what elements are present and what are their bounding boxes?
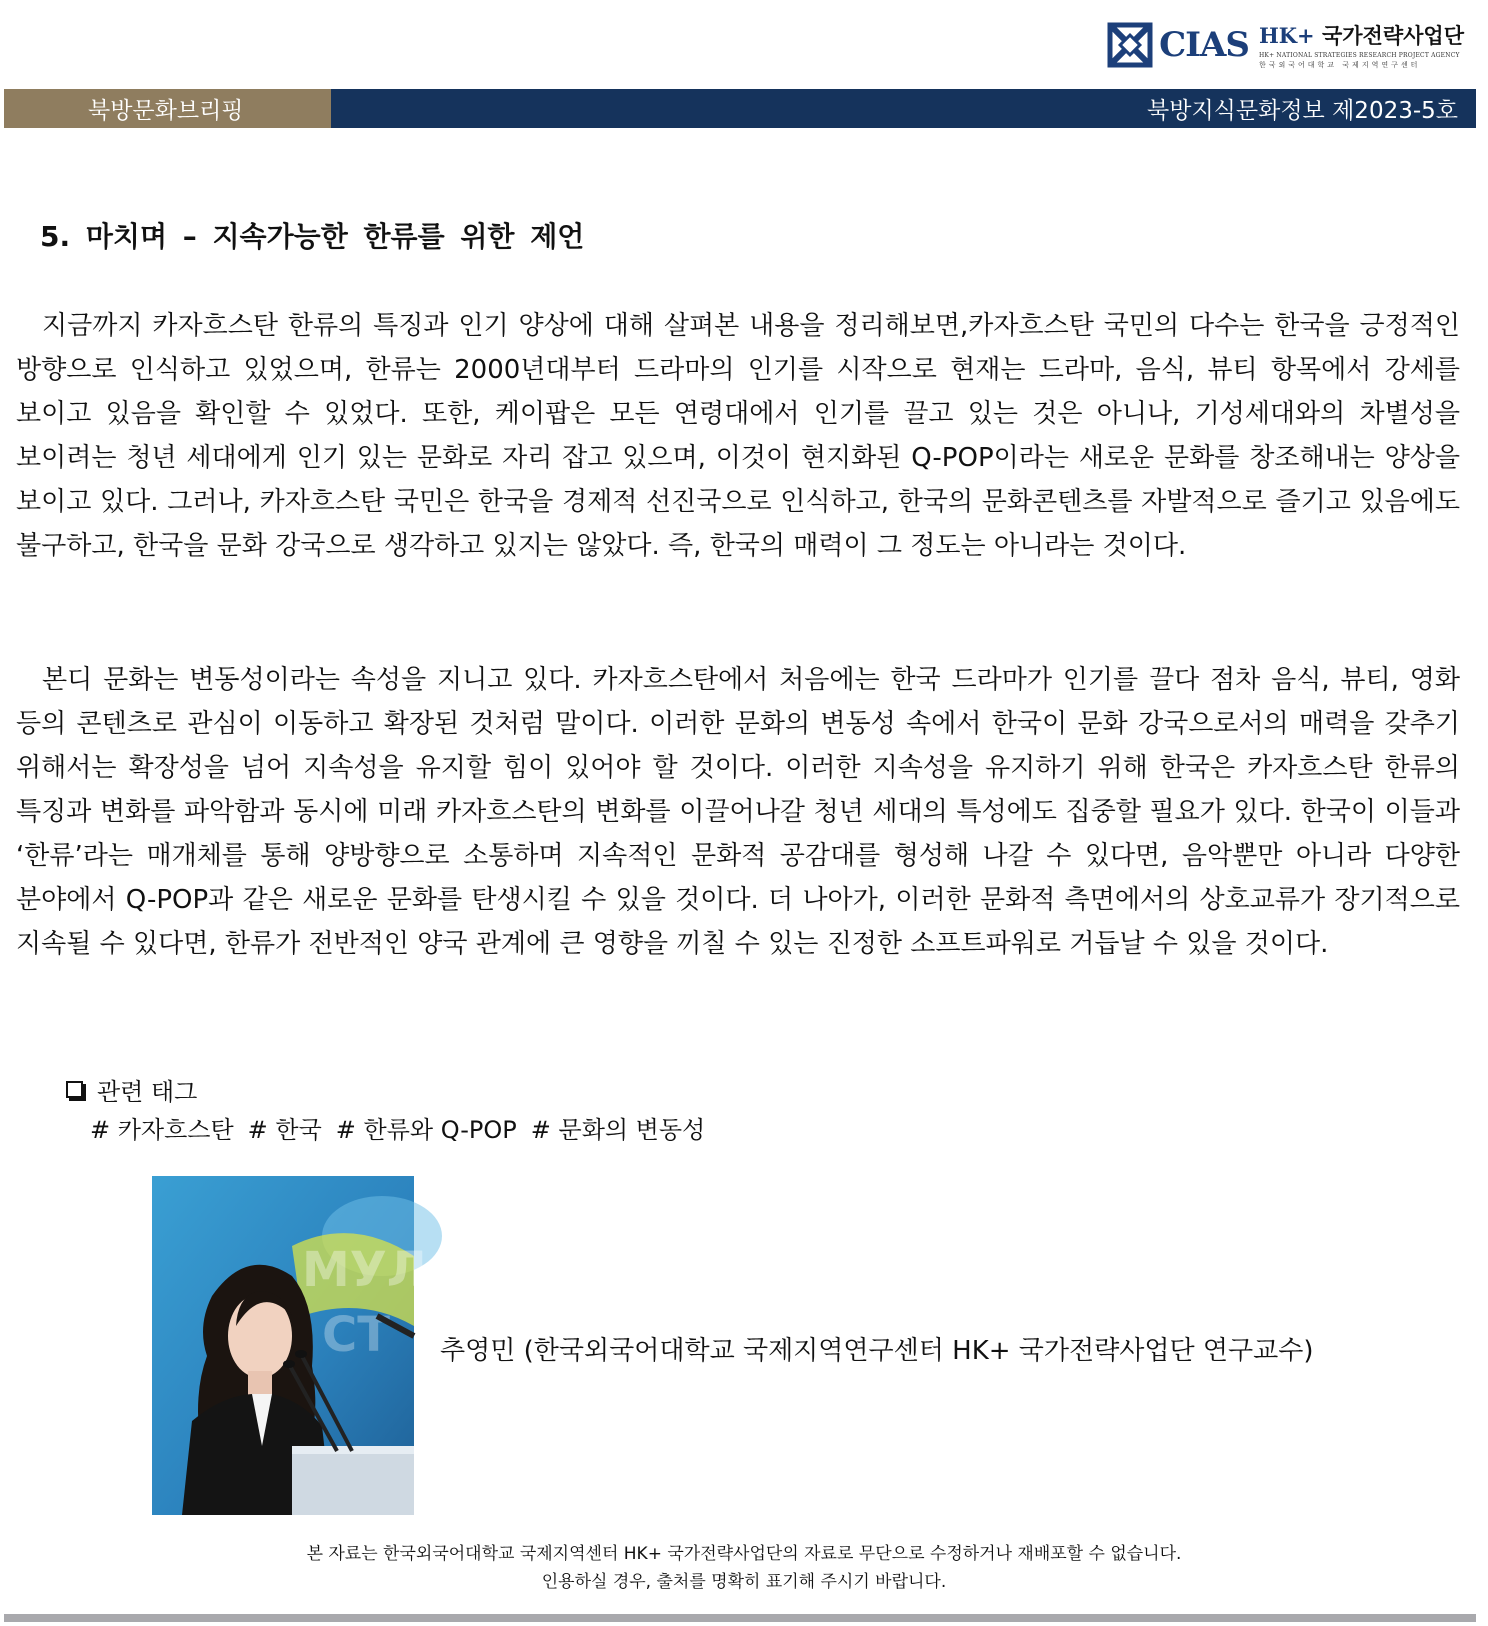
- cias-logo: [1107, 20, 1464, 70]
- tag-item: # 한류와 Q-POP: [335, 1116, 517, 1144]
- tag-item: # 문화의 변동성: [530, 1116, 706, 1144]
- cias-interlock-logo-icon: [1107, 22, 1153, 68]
- tag-item: # 카자흐스탄: [90, 1116, 234, 1144]
- logo-subtitle-en: HK+ NATIONAL STRATEGIES RESEARCH PROJECT AGENCY: [1258, 52, 1460, 59]
- tag-item: # 한국: [247, 1116, 322, 1144]
- logo-brand: CIAS: [1159, 25, 1249, 65]
- copyright-line-1: 본 자료는 한국외국어대학교 국제지역센터 HK+ 국가전략사업단의 자료로 무단으로 수정하거나 재배포할 수 없습니다.: [306, 1544, 1182, 1564]
- author-photo: [152, 1176, 427, 1515]
- logo-title-text: 국가전략사업단: [1321, 24, 1464, 48]
- checkbox-icon: [66, 1081, 83, 1098]
- body-paragraph-2: 본디 문화는 변동성이라는 속성을 지니고 있다. 카자흐스탄에서 처음에는 한국 드라마가 인기를 끌다 점차 음식, 뷰티, 영화 등의 콘텐츠로 관심이 이동하고 확장된 것처럼 말이다. 이러한 문화의 변동성 속에서 한국이 문화 강국으로서의 매력을 갖추기 위해서는 확장성을 넘어 지속성을 유지할 힘이 있어야 할 것이다. 이러한 지속성을 유지하기 위해 한국은 카자흐스탄 한류의 특징과 변화를 파악함과 동시에 미래 카자흐스탄의 변화를 이끌어나갈 청년 세대의 특성에도 집중할 필요가 있다. 한국이 이들과 ‘한류’라는 매개체를 통해 양방향으로 소통하며 지속적인 문화적 공감대를 형성해 나갈 수 있다면, 음악뿐만 아니라 다양한 분야에서 Q-POP과 같은 새로운 문화를 탄생시킬 수 있을 것이다. 더 나아가, 이러한 문화적 측면에서의 상호교류가 장기적으로 지속될 수 있다면, 한류가 전반적인 양국 관계에 큰 영향을 끼칠 수 있는 진정한 소프트파워로 거듭날 수 있을 것이다.: [16, 665, 1460, 959]
- body-paragraph-1: 지금까지 카자흐스탄 한류의 특징과 인기 양상에 대해 살펴본 내용을 정리해보면,카자흐스탄 국민의 다수는 한국을 긍정적인 방향으로 인식하고 있었으며, 한류는 2000년대부터 드라마의 인기를 시작으로 현재는 드라마, 음식, 뷰티 항목에서 강세를 보이고 있음을 확인할 수 있었다. 또한, 케이팝은 모든 연령대에서 인기를 끌고 있는 것은 아니나, 기성세대와의 차별성을 보이려는 청년 세대에게 인기 있는 문화로 자리 잡고 있으며, 이것이 현지화된 Q-POP이라는 새로운 문화를 창조해내는 양상을 보이고 있다. 그러나, 카자흐스탄 국민은 한국을 경제적 선진국으로 인식하고, 한국의 문화콘텐츠를 자발적으로 즐기고 있음에도 불구하고, 한국을 문화 강국으로 생각하고 있지는 않았다. 즉, 한국의 매력이 그 정도는 아니라는 것이다.: [16, 311, 1460, 561]
- issue-label: 북방지식문화정보 제2023-5호: [331, 89, 1476, 128]
- tag-list: [90, 1110, 705, 1145]
- author-name: 추영민 (한국외국어대학교 국제지역연구센터 HK+ 국가전략사업단 연구교수): [440, 1336, 1314, 1366]
- svg-text:МУЛ: МУЛ: [302, 1242, 427, 1298]
- section-title: 5. 마치며 – 지속가능한 한류를 위한 제언: [40, 220, 585, 253]
- logo-subtitle-kr: 한국외국어대학교 국제지역연구센터: [1258, 61, 1421, 69]
- header-bar: [4, 89, 1476, 128]
- tags-heading: [66, 1072, 197, 1107]
- copyright-line-2: 인용하실 경우, 출처를 명확히 표기해 주시기 바랍니다.: [541, 1572, 947, 1592]
- author-photo-illustration: [152, 1176, 427, 1515]
- footer-divider: [4, 1614, 1476, 1622]
- svg-text:СТ: СТ: [322, 1307, 390, 1363]
- briefing-label: 북방문화브리핑: [4, 89, 331, 128]
- logo-title: [1259, 20, 1464, 50]
- copyright-notice: [0, 1540, 1488, 1596]
- logo-title-prefix: HK+: [1258, 23, 1315, 48]
- tags-heading-label: 관련 태그: [97, 1078, 198, 1106]
